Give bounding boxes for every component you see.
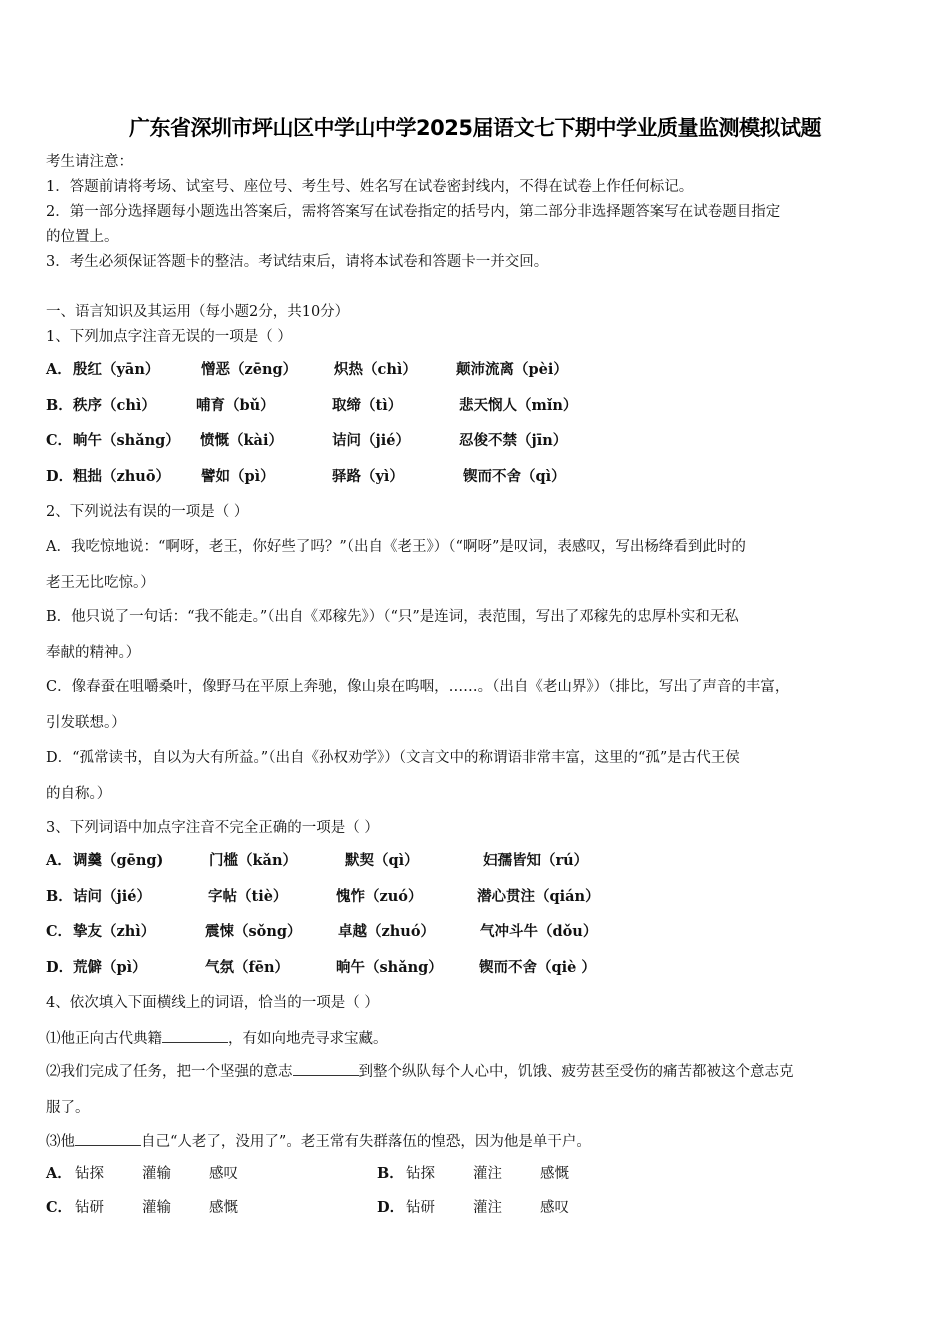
option-item: 粗拙（zhuō） [73, 468, 170, 485]
option-item: 譬如（pì） [201, 468, 275, 485]
option-item: 秩序（chì） [73, 397, 156, 414]
question-2-option-d-cont: 的自称。） [46, 786, 112, 802]
option-item: 晌午（shǎng） [73, 432, 180, 449]
option-item: 气氛（fēn） [205, 959, 290, 976]
section-heading: 一、语言知识及其运用（每小题2分，共10分） [46, 304, 350, 320]
question-2-option-b-cont: 奉献的精神。） [46, 645, 141, 661]
fill-blank[interactable] [75, 1131, 141, 1146]
sentence-text: ⑵我们完成了任务，把一个坚强的意志 [46, 1064, 293, 1080]
option-item: 钻研 [406, 1200, 435, 1216]
question-2-option-a: A．我吃惊地说：“啊呀，老王，你好些了吗？”（出自《老王》）（“啊呀”是叹词，表感叹，写出杨绛看到此时的 [46, 539, 746, 555]
option-item: 哺育（bǔ） [196, 397, 275, 414]
option-item: 潜心贯注（qián） [477, 888, 600, 905]
notice-item: 3．考生必须保证答题卡的整洁。考试结束后，请将本试卷和答题卡一并交回。 [46, 254, 549, 270]
notice-item: 的位置上。 [46, 229, 119, 245]
question-2-option-a-cont: 老王无比吃惊。） [46, 575, 155, 591]
option-item: 挚友（zhì） [73, 923, 156, 940]
option-item: 灌输 [142, 1166, 171, 1182]
question-2-option-b: B．他只说了一句话：“我不能走。”（出自《邓稼先》）（“只”是连词，表范围，写出了邓稼先的忠厚朴实和无私 [46, 609, 739, 625]
option-label: C． [46, 432, 73, 449]
option-item: 灌注 [473, 1200, 502, 1216]
notice-heading: 考生请注意： [46, 154, 133, 170]
option-label: B． [377, 1165, 404, 1182]
option-item: 炽热（chì） [334, 361, 417, 378]
option-item: 默契（qì） [345, 852, 419, 869]
option-item: 感慨 [209, 1200, 238, 1216]
question-2-option-c: C．像春蚕在咀嚼桑叶，像野马在平原上奔驰，像山泉在呜咽，……。（出自《老山界》）（排比，写出了声音的丰富， [46, 679, 790, 695]
option-item: 取缔（tì） [332, 397, 403, 414]
question-3-stem: 3、下列词语中加点字注音不完全正确的一项是（ ） [46, 820, 379, 836]
fill-blank[interactable] [293, 1061, 359, 1076]
notice-item: 2．第一部分选择题每小题选出答案后，需将答案写在试卷指定的括号内，第二部分非选择题答案写在试卷题目指定 [46, 204, 781, 220]
option-item: 妇孺皆知（rú） [483, 852, 589, 869]
sentence-text: ，有如向地壳寻求宝藏。 [228, 1031, 388, 1047]
option-item: 驿路（yì） [332, 468, 404, 485]
option-item: 忍俊不禁（jīn） [459, 432, 568, 449]
option-label: A． [46, 1165, 72, 1182]
option-item: 灌注 [473, 1166, 502, 1182]
option-item: 锲而不舍（qiè ） [479, 959, 596, 976]
page-title: 广东省深圳市坪山区中学山中学2025届语文七下期中学业质量监测模拟试题 [129, 116, 821, 140]
option-label: D． [46, 959, 74, 976]
sentence-text: 自己“人老了，没用了”。老王常有失群落伍的惶恐，因为他是单干户。 [141, 1134, 591, 1150]
option-item: 震悚（sǒng） [205, 923, 302, 940]
option-item: 愤慨（kài） [200, 432, 283, 449]
option-item: 调羹（gēng) [73, 852, 164, 869]
fill-blank[interactable] [162, 1028, 228, 1043]
sentence-text: 到整个纵队每个人心中，饥饿、疲劳甚至受伤的痛苦都被这个意志克 [358, 1064, 794, 1080]
option-item: 钻研 [75, 1200, 104, 1216]
sentence-text: ⑶他 [46, 1134, 75, 1150]
question-2-option-d: D．“孤常读书，自以为大有所益。”（出自《孙权劝学》）（文言文中的称谓语非常丰富，这里的“孤”是古代王侯 [46, 750, 740, 766]
question-2-stem: 2、下列说法有误的一项是（ ） [46, 504, 249, 520]
notice-item: 1．答题前请将考场、试室号、座位号、考生号、姓名写在试卷密封线内，不得在试卷上作任何标记。 [46, 179, 694, 195]
option-item: 诘问（jié） [73, 888, 151, 905]
option-item: 钻探 [75, 1166, 104, 1182]
option-label: B． [46, 888, 73, 905]
option-item: 感叹 [209, 1166, 238, 1182]
question-1-stem: 1、下列加点字注音无误的一项是（ ） [46, 329, 292, 345]
option-item: 晌午（shǎng） [336, 959, 443, 976]
option-item: 颠沛流离（pèi） [456, 361, 568, 378]
sentence-text: ⑴他正向古代典籍 [46, 1031, 162, 1047]
option-label: A． [46, 361, 72, 378]
option-item: 字帖（tiè） [208, 888, 288, 905]
option-label: B． [46, 397, 73, 414]
option-item: 憎恶（zēng） [201, 361, 298, 378]
option-item: 诘问（jié） [332, 432, 410, 449]
option-item: 卓越（zhuó） [338, 923, 435, 940]
question-4-sentence-2 [46, 1061, 794, 1082]
option-item: 灌输 [142, 1200, 171, 1216]
option-label: D． [377, 1199, 405, 1216]
option-label: C． [46, 1199, 73, 1216]
option-item: 门槛（kǎn） [209, 852, 297, 869]
option-item: 感叹 [540, 1200, 569, 1216]
option-item: 愧怍（zuó） [336, 888, 423, 905]
option-label: C． [46, 923, 73, 940]
option-item: 锲而不舍（qì） [463, 468, 566, 485]
option-item: 殷红（yān） [73, 361, 160, 378]
question-4-stem: 4、依次填入下面横线上的词语，恰当的一项是（ ） [46, 995, 379, 1011]
question-4-sentence-1 [46, 1028, 388, 1049]
option-label: D． [46, 468, 74, 485]
question-4-sentence-2-cont: 服了。 [46, 1100, 90, 1116]
option-item: 悲天悯人（mǐn） [459, 397, 578, 414]
option-item: 钻探 [406, 1166, 435, 1182]
option-item: 荒僻（pì） [73, 959, 147, 976]
option-item: 气冲斗牛（dǒu） [480, 923, 598, 940]
option-item: 感慨 [540, 1166, 569, 1182]
option-label: A． [46, 852, 72, 869]
question-2-option-c-cont: 引发联想。） [46, 715, 126, 731]
question-4-sentence-3 [46, 1131, 591, 1152]
